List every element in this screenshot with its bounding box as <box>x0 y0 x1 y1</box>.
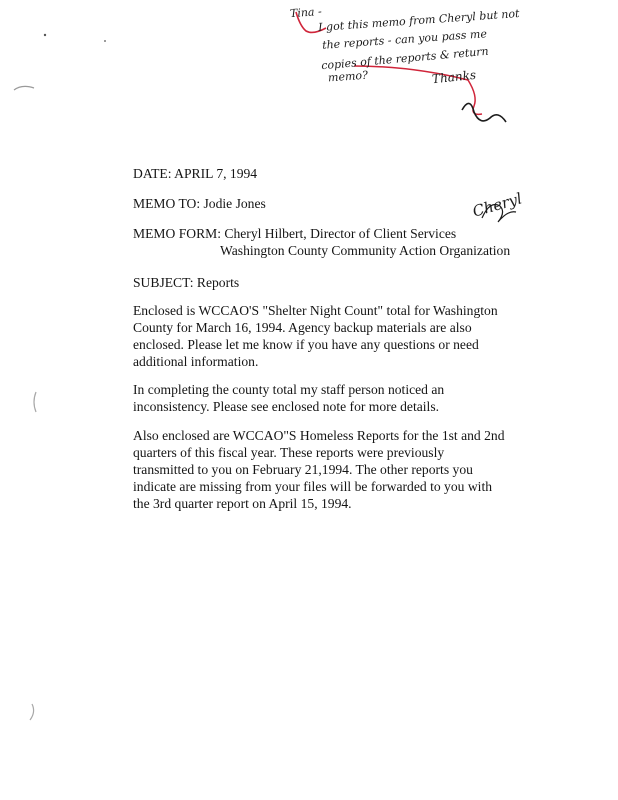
handwritten-initials-scribble <box>462 103 506 122</box>
memo-to: MEMO TO: Jodie Jones <box>133 196 266 211</box>
paragraph-1-line-1: Enclosed is WCCAO'S "Shelter Night Count" total for Washington <box>133 303 498 318</box>
memo-from-organization: Washington County Community Action Organization <box>220 243 511 258</box>
handwritten-note-signoff: Thanks <box>431 67 477 87</box>
handwritten-note-line-2: I got this memo from Cheryl but not <box>317 6 520 35</box>
speck-1 <box>44 34 46 36</box>
handwritten-note-line-4: copies of the reports & return <box>320 44 490 73</box>
hole-punch-mark-middle <box>34 392 36 412</box>
handwritten-note-line-3: the reports - can you pass me <box>321 27 488 52</box>
handwritten-note-line-5: memo? <box>327 68 369 85</box>
paragraph-3-line-5: the 3rd quarter report on April 15, 1994. <box>133 496 352 511</box>
paragraph-3-line-2: quarters of this fiscal year. These reports were previously <box>133 445 445 460</box>
memo-from: MEMO FORM: Cheryl Hilbert, Director of Client Services <box>133 226 457 241</box>
handwritten-note-line-1: Tina - <box>289 4 323 21</box>
paragraph-2-line-2: inconsistency. Please see enclosed note for more details. <box>133 399 440 414</box>
memo-subject: SUBJECT: Reports <box>133 275 240 290</box>
paragraph-1-line-2: County for March 16, 1994. Agency backup materials are also <box>133 320 472 335</box>
hole-punch-mark-bottom <box>30 704 34 720</box>
paragraph-1-line-4: additional information. <box>133 354 259 369</box>
paragraph-3-line-1: Also enclosed are WCCAO"S Homeless Reports for the 1st and 2nd <box>133 428 505 443</box>
scan-mark-top-left <box>14 86 34 90</box>
red-pen-tail <box>468 80 482 114</box>
paragraph-3-line-4: indicate are missing from your files will be forwarded to you with <box>133 479 493 494</box>
paragraph-3-line-3: transmitted to you on February 21,1994. The other reports you <box>133 462 473 477</box>
speck-2 <box>104 40 106 42</box>
paragraph-1-line-3: enclosed. Please let me know if you have any questions or need <box>133 337 479 352</box>
handwritten-signature: Cheryl <box>470 189 524 221</box>
paragraph-2-line-1: In completing the county total my staff person noticed an <box>133 382 445 397</box>
memo-date: DATE: APRIL 7, 1994 <box>133 166 258 181</box>
